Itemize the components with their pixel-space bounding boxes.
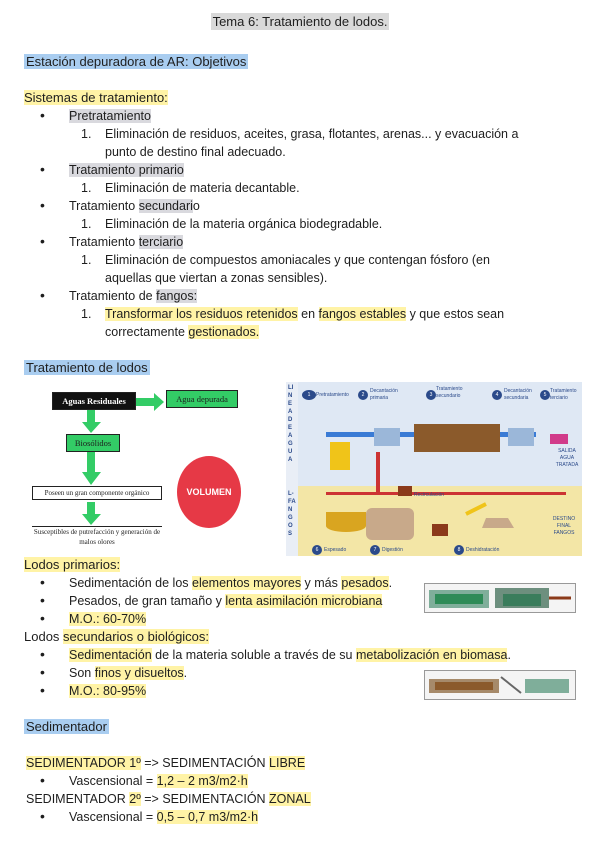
list-item: Sedimentación de la materia soluble a través de su metabolización en biomasa. [69, 648, 511, 662]
poseen-box: Poseen un gran componente orgánico [32, 486, 162, 500]
volumen-circle: VOLUMEN [177, 456, 241, 528]
salida-label: SALIDA AGUA TRATADA [555, 448, 579, 468]
list-item: Eliminación de residuos, aceites, grasa, flotantes, arenas... y evacuación a [105, 127, 519, 141]
page-title: Tema 6: Tratamiento de lodos. [212, 14, 388, 29]
step-label: Decantación primaria [370, 388, 398, 401]
flow-diagram [26, 380, 246, 548]
list-item: Tratamiento terciario [69, 235, 184, 249]
agua-depurada-box: Agua depurada [166, 390, 238, 408]
bullet: • [40, 161, 45, 177]
step-label: Tratamiento secundario [436, 386, 463, 399]
biosolidos-box: Biosólidos [66, 434, 120, 452]
linea-agua-label: LINEA DE AGUA [288, 385, 294, 463]
list-item: Tratamiento primario [69, 163, 184, 177]
list-item: Son finos y disueltos. [69, 666, 188, 680]
list-item: Pretratamiento [69, 109, 151, 123]
list-item: Tratamiento de fangos: [69, 289, 198, 303]
list-number: 1. [81, 127, 92, 141]
list-item: Sedimentación de los elementos mayores y más pesados. [69, 576, 393, 590]
lodos-secundarios-heading: Lodos secundarios o biológicos: [24, 629, 210, 644]
list-item: Pesados, de gran tamaño y lenta asimilación microbiana [69, 594, 383, 608]
destino-label: DESTINO FINAL FANGOS [552, 516, 576, 536]
bullet: • [40, 233, 45, 249]
step-number: 4 [492, 390, 502, 400]
sedimentador-2: SEDIMENTADOR 2º => SEDIMENTACIÓN ZONAL [26, 792, 311, 806]
vascensional-1: Vascensional = 1,2 – 2 m3/m2·h [69, 774, 248, 788]
step-number: 1 [302, 390, 316, 400]
bullet: • [40, 197, 45, 213]
step-label: Deshidratación [466, 547, 500, 553]
susceptibles-box: Susceptibles de putrefacción y generación de malos olores [33, 528, 161, 546]
list-number: 1. [81, 307, 92, 321]
bullet: • [40, 772, 45, 788]
step-number: 8 [454, 545, 464, 555]
step-label: Digestión [382, 547, 403, 553]
bullet: • [40, 574, 45, 590]
list-item: Eliminación de compuestos amoniacales y que contengan fósforo (en [105, 253, 490, 267]
bullet: • [40, 808, 45, 824]
arrow-right-icon [136, 393, 166, 411]
recirculacion-label: Recirculación [414, 492, 445, 498]
step-label: Espesado [324, 547, 347, 553]
list-item: Eliminación de materia decantable. [105, 181, 300, 195]
plant-diagram [286, 382, 582, 556]
step-label: Pretratamiento [316, 392, 349, 398]
list-item: punto de destino final adecuado. [105, 145, 286, 159]
step-number: 3 [426, 390, 436, 400]
section-tratamiento-lodos: Tratamiento de lodos [26, 360, 148, 375]
list-item: Eliminación de la materia orgánica biodegradable. [105, 217, 383, 231]
primary-sedimenter-image [424, 583, 576, 613]
bullet: • [40, 107, 45, 123]
list-number: 1. [81, 181, 92, 195]
lodos-primarios-heading: Lodos primarios: [24, 557, 121, 572]
arrow-down-icon [82, 502, 102, 526]
list-item: Tratamiento secundario [69, 199, 200, 213]
secondary-sedimenter-image [424, 670, 576, 700]
section-sistemas: Sistemas de tratamiento: [24, 90, 168, 105]
section-objetivos: Estación depuradora de AR: Objetivos [26, 54, 247, 69]
list-item: M.O.: 60-70% [69, 612, 147, 626]
aguas-residuales-box: Aguas Residuales [52, 392, 136, 410]
step-number: 7 [370, 545, 380, 555]
bullet: • [40, 592, 45, 608]
list-item: Transformar los residuos retenidos en fangos estables y que estos sean [105, 307, 505, 321]
bullet: • [40, 610, 45, 626]
bullet: • [40, 287, 45, 303]
arrow-down-icon [82, 410, 102, 434]
list-item: M.O.: 80-95% [69, 684, 147, 698]
sedimentador-1: SEDIMENTADOR 1º => SEDIMENTACIÓN LIBRE [26, 756, 306, 770]
step-number: 6 [312, 545, 322, 555]
step-label: Decantación secundaria [504, 388, 532, 401]
list-number: 1. [81, 253, 92, 267]
linea-fangos-label: L-FANGOS [288, 491, 296, 537]
list-number: 1. [81, 217, 92, 231]
vascensional-2: Vascensional = 0,5 – 0,7 m3/m2·h [69, 810, 259, 824]
step-label: Tratamiento terciario [550, 388, 577, 401]
step-number: 5 [540, 390, 550, 400]
arrow-down-icon [82, 452, 102, 486]
bullet: • [40, 646, 45, 662]
step-number: 2 [358, 390, 368, 400]
bullet: • [40, 682, 45, 698]
bullet: • [40, 664, 45, 680]
list-item: correctamente gestionados. [105, 325, 260, 339]
list-item: aquellas que viertan a zonas sensibles). [105, 271, 328, 285]
section-sedimentador: Sedimentador [26, 719, 107, 734]
